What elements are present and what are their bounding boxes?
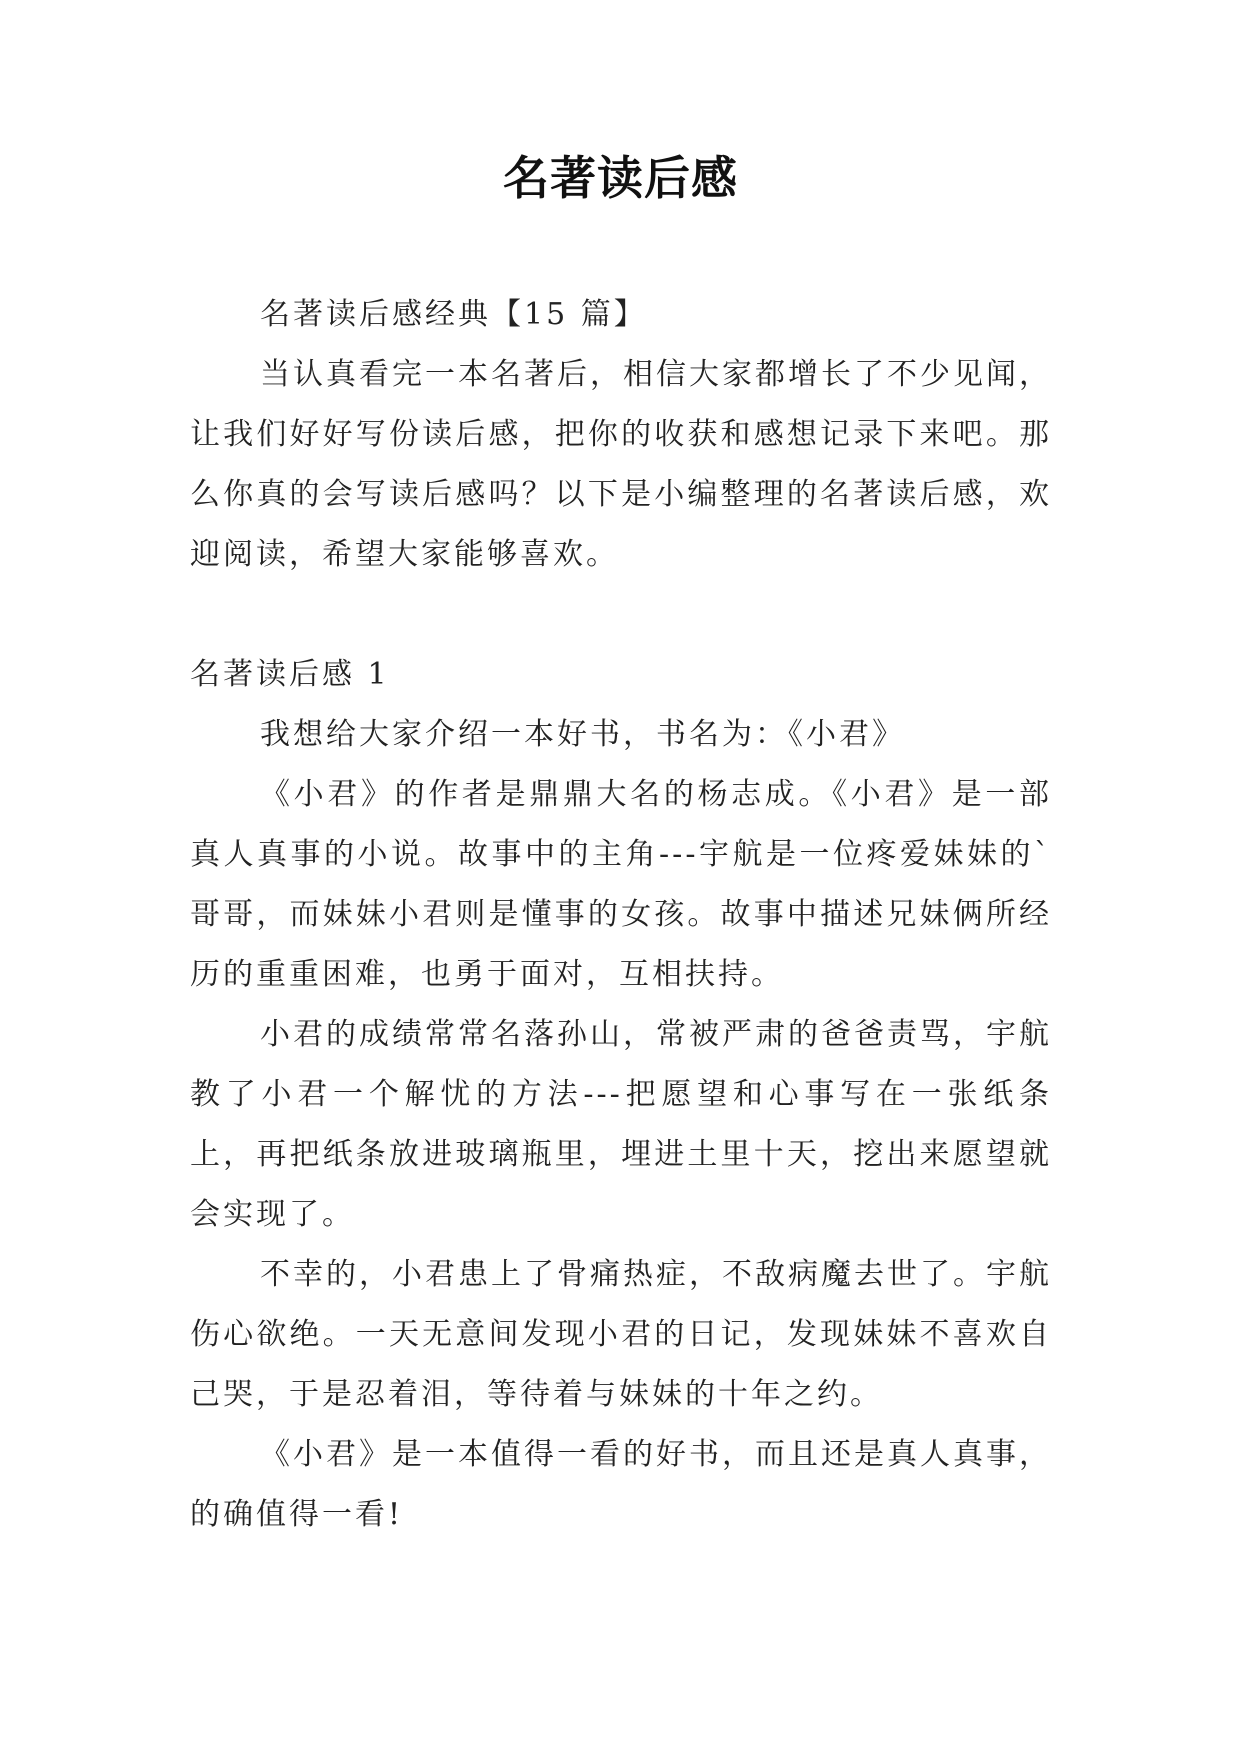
document-title: 名著读后感 [503, 151, 738, 205]
body-paragraph: 《小君》是一本值得一看的好书，而且还是真人真事，的确值得一看! [190, 1437, 1052, 1532]
section-heading: 名著读后感 1 [190, 657, 390, 692]
document-body [190, 285, 1052, 1545]
body-paragraph: 不幸的，小君患上了骨痛热症，不敌病魔去世了。宇航伤心欲绝。一天无意间发现小君的日记，发现妹妹不喜欢自己哭，于是忍着泪，等待着与妹妹的十年之约。 [190, 1257, 1052, 1412]
subtitle-paragraph: 名著读后感经典【15 篇】 [260, 297, 647, 332]
body-paragraph: 我想给大家介绍一本好书，书名为：《小君》 [260, 717, 905, 752]
body-paragraph: 《小君》的作者是鼎鼎大名的杨志成。《小君》是一部真人真事的小说。故事中的主角---宇航是一位疼爱妹妹的`哥哥，而妹妹小君则是懂事的女孩。故事中描述兄妹俩所经历的重重困难，也勇于面对，互相扶持。 [190, 777, 1052, 992]
body-paragraph: 小君的成绩常常名落孙山，常被严肃的爸爸责骂，宇航教了小君一个解忧的方法---把愿望和心事写在一张纸条上，再把纸条放进玻璃瓶里，埋进土里十天，挖出来愿望就会实现了。 [190, 1017, 1052, 1232]
intro-paragraph: 当认真看完一本名著后，相信大家都增长了不少见闻，让我们好好写份读后感，把你的收获和感想记录下来吧。那么你真的会写读后感吗？以下是小编整理的名著读后感，欢迎阅读，希望大家能够喜欢。 [190, 357, 1052, 572]
